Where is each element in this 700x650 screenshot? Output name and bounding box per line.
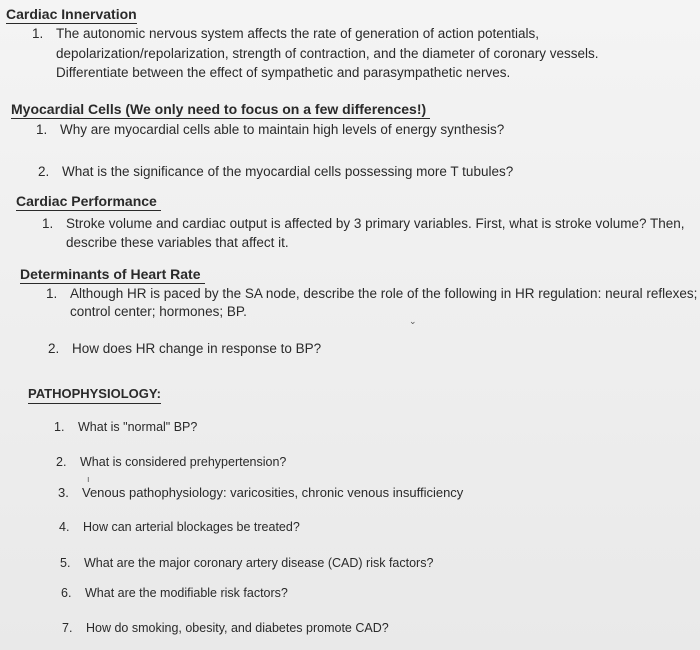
item-text: The autonomic nervous system affects the rate of generation of action potentials, [56,26,540,41]
heading-pathophysiology: PATHOPHYSIOLOGY: [28,386,161,404]
item-text: Why are myocardial cells able to maintain high levels of energy synthesis? [60,122,505,137]
stray-mark: ı [87,474,90,484]
item-text: What are the major coronary artery disease (CAD) risk factors? [84,556,434,570]
item-text: What are the modifiable risk factors? [85,586,288,600]
item-number: 1. [54,420,65,434]
item-text: depolarization/repolarization, strength of contraction, and the diameter of coronary vessels. [56,46,599,61]
item-number: 5. [60,556,71,570]
heading-cardiac-innervation: Cardiac Innervation [6,6,137,22]
item-text: What is the significance of the myocardial cells possessing more T tubules? [62,164,514,179]
item-text: Although HR is paced by the SA node, describe the role of the following in HR regulation: neural reflexes; [70,286,698,301]
item-text: Stroke volume and cardiac output is affected by 3 primary variables. First, what is stroke volume? Then, [66,216,685,231]
item-number: 3. [58,485,69,500]
heading-myocardial-cells: Myocardial Cells (We only need to focus on a few differences!) [11,101,430,119]
heading-determinants-of-heart-rate: Determinants of Heart Rate [20,266,205,284]
item-text: control center; hormones; BP. [70,304,247,319]
item-number: 1. [32,26,44,41]
item-text: How does HR change in response to BP? [72,341,322,356]
stray-mark: ⌄ [409,316,417,326]
item-text: Differentiate between the effect of sympathetic and parasympathetic nerves. [56,65,511,80]
item-number: 7. [62,621,73,635]
item-number: 2. [48,341,60,356]
item-number: 1. [42,216,54,231]
item-text: How can arterial blockages be treated? [83,520,300,534]
item-text: Venous pathophysiology: varicosities, chronic venous insufficiency [82,485,464,500]
item-number: 1. [36,122,48,137]
item-number: 4. [59,520,70,534]
item-text: describe these variables that affect it. [66,235,289,250]
item-number: 1. [46,286,58,301]
item-text: How do smoking, obesity, and diabetes promote CAD? [86,621,389,635]
item-number: 2. [38,164,50,179]
item-text: What is considered prehypertension? [80,455,287,469]
item-number: 2. [56,455,67,469]
item-number: 6. [61,586,72,600]
item-text: What is "normal" BP? [78,420,198,434]
heading-cardiac-performance: Cardiac Performance [16,193,161,211]
